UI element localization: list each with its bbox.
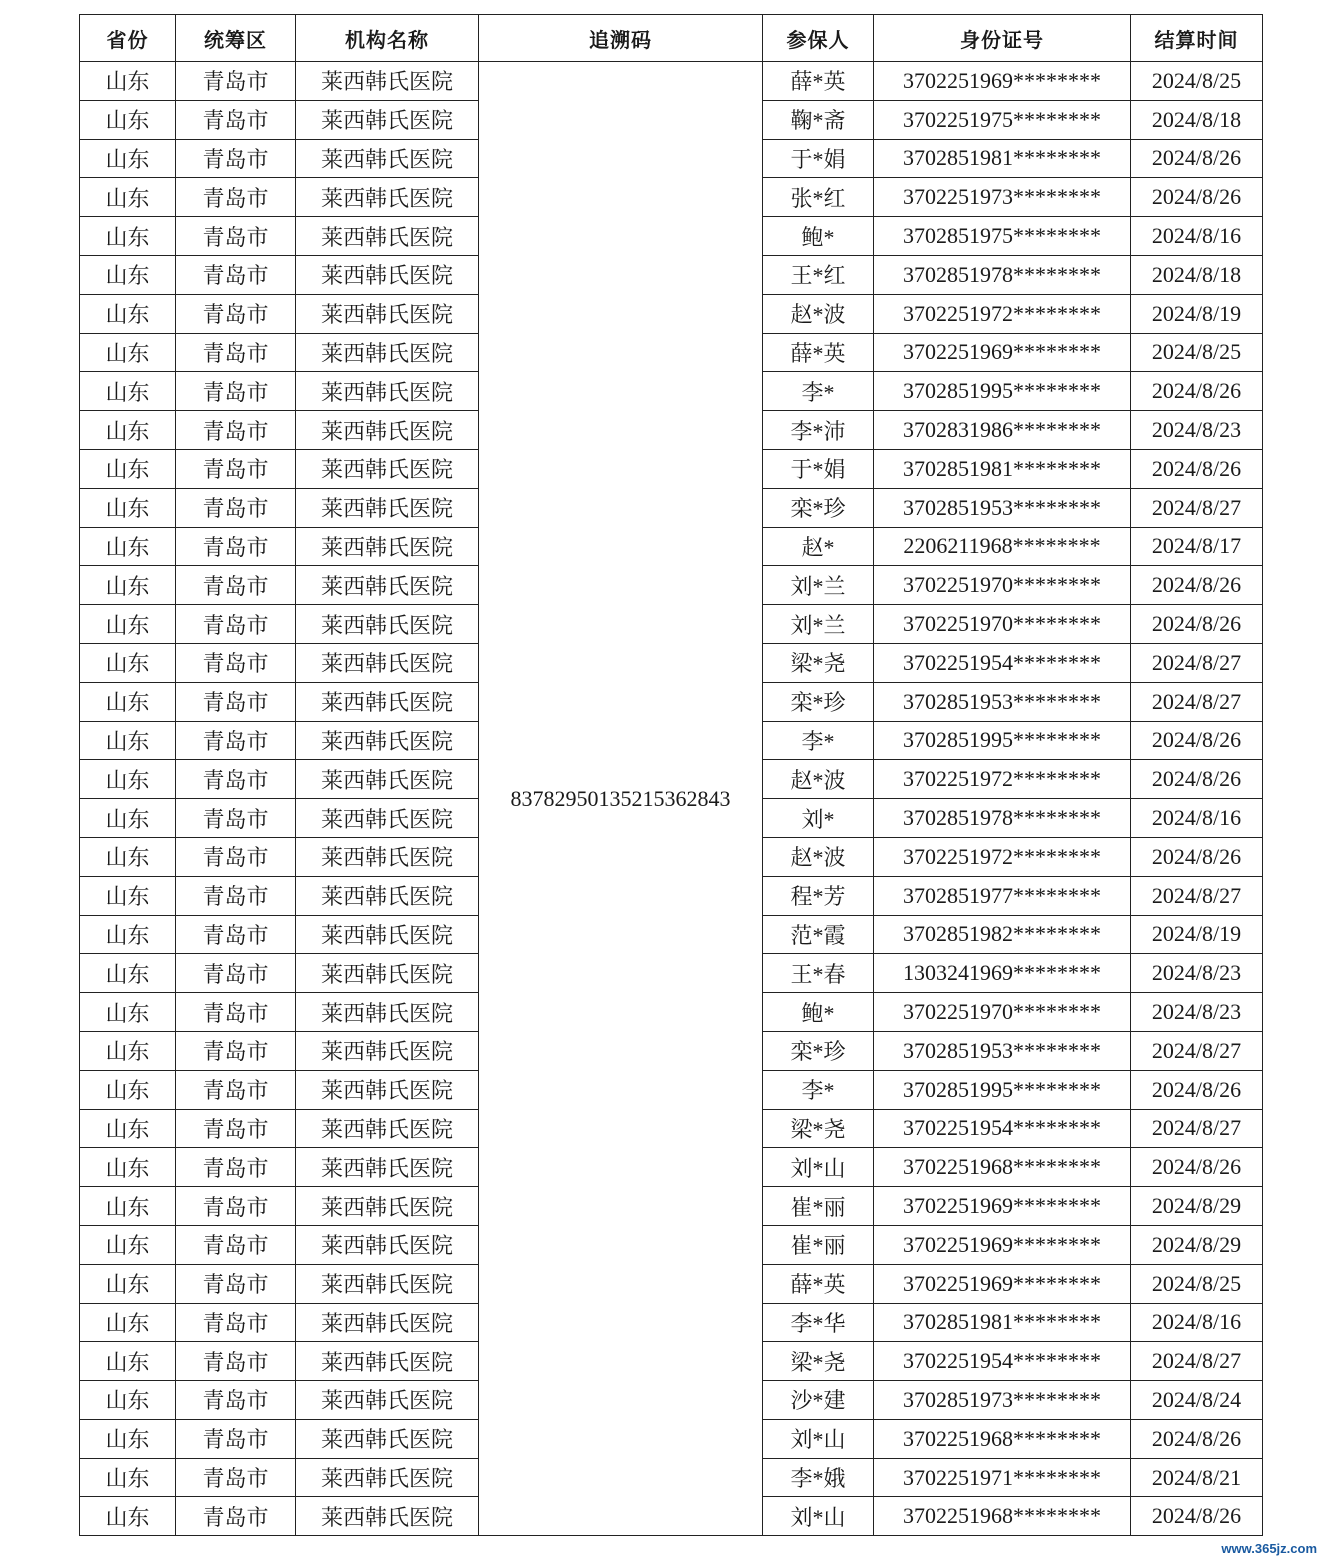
cell-id-number: 3702251971********: [874, 1458, 1131, 1497]
cell-settlement-time: 2024/8/16: [1131, 1303, 1263, 1342]
cell-settlement-time: 2024/8/26: [1131, 1497, 1263, 1536]
cell-province: 山东: [80, 1031, 176, 1070]
cell-institution: 莱西韩氏医院: [296, 1109, 479, 1148]
cell-province: 山东: [80, 1419, 176, 1458]
table-body: [80, 62, 1263, 1536]
cell-province: 山东: [80, 294, 176, 333]
cell-id-number: 3702851973********: [874, 1381, 1131, 1420]
cell-province: 山东: [80, 1225, 176, 1264]
cell-person: 李*娥: [763, 1458, 874, 1497]
cell-area: 青岛市: [176, 255, 296, 294]
cell-person: 梁*尧: [763, 643, 874, 682]
cell-person: 薛*英: [763, 333, 874, 372]
cell-province: 山东: [80, 1303, 176, 1342]
cell-province: 山东: [80, 1070, 176, 1109]
cell-person: 刘*山: [763, 1497, 874, 1536]
cell-area: 青岛市: [176, 62, 296, 101]
cell-province: 山东: [80, 1342, 176, 1381]
cell-area: 青岛市: [176, 411, 296, 450]
header-trace-code: 追溯码: [479, 15, 763, 62]
cell-trace-code: 83782950135215362843: [479, 62, 763, 1536]
cell-province: 山东: [80, 411, 176, 450]
cell-settlement-time: 2024/8/27: [1131, 682, 1263, 721]
cell-institution: 莱西韩氏医院: [296, 372, 479, 411]
cell-settlement-time: 2024/8/27: [1131, 643, 1263, 682]
cell-area: 青岛市: [176, 721, 296, 760]
cell-settlement-time: 2024/8/27: [1131, 1342, 1263, 1381]
cell-institution: 莱西韩氏医院: [296, 333, 479, 372]
cell-id-number: 3702251972********: [874, 837, 1131, 876]
cell-institution: 莱西韩氏医院: [296, 643, 479, 682]
cell-id-number: 3702851995********: [874, 721, 1131, 760]
cell-settlement-time: 2024/8/26: [1131, 139, 1263, 178]
cell-id-number: 3702851982********: [874, 915, 1131, 954]
cell-province: 山东: [80, 605, 176, 644]
cell-settlement-time: 2024/8/18: [1131, 100, 1263, 139]
cell-id-number: 3702251968********: [874, 1497, 1131, 1536]
cell-province: 山东: [80, 760, 176, 799]
cell-institution: 莱西韩氏医院: [296, 255, 479, 294]
cell-institution: 莱西韩氏医院: [296, 1264, 479, 1303]
cell-settlement-time: 2024/8/18: [1131, 255, 1263, 294]
cell-institution: 莱西韩氏医院: [296, 294, 479, 333]
cell-id-number: 3702851978********: [874, 255, 1131, 294]
cell-institution: 莱西韩氏医院: [296, 837, 479, 876]
cell-settlement-time: 2024/8/23: [1131, 954, 1263, 993]
cell-settlement-time: 2024/8/26: [1131, 1419, 1263, 1458]
cell-institution: 莱西韩氏医院: [296, 1381, 479, 1420]
cell-id-number: 3702851975********: [874, 217, 1131, 256]
cell-settlement-time: 2024/8/27: [1131, 1109, 1263, 1148]
cell-institution: 莱西韩氏医院: [296, 139, 479, 178]
cell-settlement-time: 2024/8/23: [1131, 993, 1263, 1032]
cell-id-number: 3702851953********: [874, 488, 1131, 527]
cell-settlement-time: 2024/8/27: [1131, 1031, 1263, 1070]
cell-area: 青岛市: [176, 643, 296, 682]
cell-institution: 莱西韩氏医院: [296, 993, 479, 1032]
cell-person: 于*娟: [763, 139, 874, 178]
cell-id-number: 3702851978********: [874, 799, 1131, 838]
cell-institution: 莱西韩氏医院: [296, 100, 479, 139]
cell-area: 青岛市: [176, 1342, 296, 1381]
cell-province: 山东: [80, 643, 176, 682]
cell-area: 青岛市: [176, 294, 296, 333]
watermark: www.365jz.com: [1221, 1541, 1317, 1556]
cell-settlement-time: 2024/8/26: [1131, 566, 1263, 605]
cell-person: 李*: [763, 1070, 874, 1109]
cell-province: 山东: [80, 527, 176, 566]
cell-id-number: 3702251972********: [874, 294, 1131, 333]
cell-settlement-time: 2024/8/27: [1131, 876, 1263, 915]
cell-person: 范*霞: [763, 915, 874, 954]
cell-province: 山东: [80, 954, 176, 993]
cell-area: 青岛市: [176, 682, 296, 721]
cell-province: 山东: [80, 217, 176, 256]
cell-institution: 莱西韩氏医院: [296, 1148, 479, 1187]
cell-person: 赵*波: [763, 294, 874, 333]
cell-institution: 莱西韩氏医院: [296, 1497, 479, 1536]
cell-id-number: 3702851977********: [874, 876, 1131, 915]
cell-institution: 莱西韩氏医院: [296, 217, 479, 256]
cell-area: 青岛市: [176, 760, 296, 799]
cell-settlement-time: 2024/8/25: [1131, 62, 1263, 101]
cell-settlement-time: 2024/8/26: [1131, 721, 1263, 760]
cell-settlement-time: 2024/8/26: [1131, 760, 1263, 799]
cell-area: 青岛市: [176, 1070, 296, 1109]
cell-id-number: 3702851981********: [874, 1303, 1131, 1342]
cell-person: 李*: [763, 721, 874, 760]
cell-province: 山东: [80, 1458, 176, 1497]
cell-area: 青岛市: [176, 1381, 296, 1420]
cell-area: 青岛市: [176, 217, 296, 256]
cell-settlement-time: 2024/8/26: [1131, 372, 1263, 411]
cell-person: 李*沛: [763, 411, 874, 450]
cell-province: 山东: [80, 255, 176, 294]
cell-person: 鲍*: [763, 993, 874, 1032]
cell-province: 山东: [80, 62, 176, 101]
cell-id-number: 3702851953********: [874, 1031, 1131, 1070]
cell-person: 梁*尧: [763, 1342, 874, 1381]
records-table: [79, 14, 1263, 1536]
cell-province: 山东: [80, 876, 176, 915]
cell-person: 鞠*斋: [763, 100, 874, 139]
cell-institution: 莱西韩氏医院: [296, 449, 479, 488]
cell-province: 山东: [80, 993, 176, 1032]
cell-area: 青岛市: [176, 566, 296, 605]
cell-area: 青岛市: [176, 527, 296, 566]
cell-institution: 莱西韩氏医院: [296, 488, 479, 527]
cell-institution: 莱西韩氏医院: [296, 1187, 479, 1226]
cell-area: 青岛市: [176, 799, 296, 838]
cell-person: 薛*英: [763, 1264, 874, 1303]
cell-person: 王*红: [763, 255, 874, 294]
cell-province: 山东: [80, 721, 176, 760]
cell-person: 刘*兰: [763, 566, 874, 605]
cell-institution: 莱西韩氏医院: [296, 1031, 479, 1070]
cell-institution: 莱西韩氏医院: [296, 876, 479, 915]
cell-institution: 莱西韩氏医院: [296, 605, 479, 644]
cell-area: 青岛市: [176, 1225, 296, 1264]
cell-settlement-time: 2024/8/16: [1131, 217, 1263, 256]
header-row: [80, 15, 1263, 62]
cell-province: 山东: [80, 915, 176, 954]
cell-id-number: 3702251969********: [874, 1225, 1131, 1264]
cell-person: 崔*丽: [763, 1187, 874, 1226]
cell-person: 刘*山: [763, 1148, 874, 1187]
cell-area: 青岛市: [176, 449, 296, 488]
cell-province: 山东: [80, 449, 176, 488]
cell-person: 崔*丽: [763, 1225, 874, 1264]
cell-settlement-time: 2024/8/16: [1131, 799, 1263, 838]
cell-province: 山东: [80, 488, 176, 527]
cell-id-number: 3702251969********: [874, 1264, 1131, 1303]
header-area: 统筹区: [176, 15, 296, 62]
cell-id-number: 3702251954********: [874, 1109, 1131, 1148]
cell-settlement-time: 2024/8/26: [1131, 449, 1263, 488]
cell-id-number: 3702851995********: [874, 1070, 1131, 1109]
cell-person: 王*春: [763, 954, 874, 993]
cell-area: 青岛市: [176, 837, 296, 876]
cell-settlement-time: 2024/8/24: [1131, 1381, 1263, 1420]
cell-id-number: 2206211968********: [874, 527, 1131, 566]
cell-person: 刘*: [763, 799, 874, 838]
cell-institution: 莱西韩氏医院: [296, 915, 479, 954]
cell-province: 山东: [80, 1109, 176, 1148]
cell-institution: 莱西韩氏医院: [296, 721, 479, 760]
cell-settlement-time: 2024/8/29: [1131, 1187, 1263, 1226]
cell-settlement-time: 2024/8/26: [1131, 837, 1263, 876]
cell-id-number: 3702251970********: [874, 605, 1131, 644]
header-settlement-time: 结算时间: [1131, 15, 1263, 62]
cell-institution: 莱西韩氏医院: [296, 1070, 479, 1109]
cell-institution: 莱西韩氏医院: [296, 1225, 479, 1264]
cell-institution: 莱西韩氏医院: [296, 1303, 479, 1342]
cell-province: 山东: [80, 1187, 176, 1226]
cell-settlement-time: 2024/8/17: [1131, 527, 1263, 566]
cell-area: 青岛市: [176, 915, 296, 954]
cell-id-number: 3702251970********: [874, 993, 1131, 1032]
cell-person: 赵*波: [763, 837, 874, 876]
cell-institution: 莱西韩氏医院: [296, 62, 479, 101]
cell-person: 赵*波: [763, 760, 874, 799]
cell-person: 栾*珍: [763, 488, 874, 527]
cell-id-number: 3702851981********: [874, 449, 1131, 488]
cell-id-number: 1303241969********: [874, 954, 1131, 993]
cell-province: 山东: [80, 1148, 176, 1187]
cell-person: 李*: [763, 372, 874, 411]
cell-id-number: 3702251954********: [874, 643, 1131, 682]
cell-person: 刘*山: [763, 1419, 874, 1458]
cell-area: 青岛市: [176, 488, 296, 527]
cell-id-number: 3702251975********: [874, 100, 1131, 139]
cell-institution: 莱西韩氏医院: [296, 954, 479, 993]
cell-province: 山东: [80, 1264, 176, 1303]
cell-id-number: 3702851953********: [874, 682, 1131, 721]
cell-id-number: 3702251968********: [874, 1419, 1131, 1458]
cell-id-number: 3702831986********: [874, 411, 1131, 450]
cell-institution: 莱西韩氏医院: [296, 1342, 479, 1381]
cell-id-number: 3702251973********: [874, 178, 1131, 217]
cell-province: 山东: [80, 566, 176, 605]
cell-settlement-time: 2024/8/26: [1131, 1070, 1263, 1109]
cell-id-number: 3702851995********: [874, 372, 1131, 411]
cell-institution: 莱西韩氏医院: [296, 411, 479, 450]
cell-province: 山东: [80, 799, 176, 838]
cell-person: 李*华: [763, 1303, 874, 1342]
cell-area: 青岛市: [176, 954, 296, 993]
cell-settlement-time: 2024/8/21: [1131, 1458, 1263, 1497]
cell-institution: 莱西韩氏医院: [296, 760, 479, 799]
cell-settlement-time: 2024/8/26: [1131, 178, 1263, 217]
cell-province: 山东: [80, 100, 176, 139]
cell-province: 山东: [80, 178, 176, 217]
cell-person: 赵*: [763, 527, 874, 566]
cell-area: 青岛市: [176, 1458, 296, 1497]
cell-province: 山东: [80, 837, 176, 876]
cell-area: 青岛市: [176, 605, 296, 644]
cell-id-number: 3702851981********: [874, 139, 1131, 178]
cell-person: 薛*英: [763, 62, 874, 101]
cell-id-number: 3702251970********: [874, 566, 1131, 605]
cell-province: 山东: [80, 372, 176, 411]
header-person: 参保人: [763, 15, 874, 62]
cell-institution: 莱西韩氏医院: [296, 682, 479, 721]
cell-province: 山东: [80, 333, 176, 372]
cell-institution: 莱西韩氏医院: [296, 1458, 479, 1497]
cell-area: 青岛市: [176, 100, 296, 139]
header-province: 省份: [80, 15, 176, 62]
cell-person: 栾*珍: [763, 682, 874, 721]
cell-settlement-time: 2024/8/27: [1131, 488, 1263, 527]
header-id-number: 身份证号: [874, 15, 1131, 62]
cell-province: 山东: [80, 139, 176, 178]
cell-area: 青岛市: [176, 139, 296, 178]
cell-institution: 莱西韩氏医院: [296, 799, 479, 838]
cell-settlement-time: 2024/8/19: [1131, 915, 1263, 954]
cell-id-number: 3702251972********: [874, 760, 1131, 799]
cell-settlement-time: 2024/8/26: [1131, 1148, 1263, 1187]
cell-id-number: 3702251969********: [874, 1187, 1131, 1226]
cell-province: 山东: [80, 1381, 176, 1420]
cell-area: 青岛市: [176, 1264, 296, 1303]
cell-settlement-time: 2024/8/29: [1131, 1225, 1263, 1264]
cell-area: 青岛市: [176, 178, 296, 217]
cell-person: 梁*尧: [763, 1109, 874, 1148]
table-row: [80, 62, 1263, 101]
cell-institution: 莱西韩氏医院: [296, 1419, 479, 1458]
cell-person: 栾*珍: [763, 1031, 874, 1070]
cell-area: 青岛市: [176, 333, 296, 372]
cell-area: 青岛市: [176, 1031, 296, 1070]
cell-institution: 莱西韩氏医院: [296, 566, 479, 605]
cell-settlement-time: 2024/8/25: [1131, 1264, 1263, 1303]
cell-area: 青岛市: [176, 372, 296, 411]
cell-province: 山东: [80, 682, 176, 721]
cell-id-number: 3702251969********: [874, 62, 1131, 101]
cell-area: 青岛市: [176, 993, 296, 1032]
header-institution: 机构名称: [296, 15, 479, 62]
cell-person: 鲍*: [763, 217, 874, 256]
cell-person: 刘*兰: [763, 605, 874, 644]
cell-settlement-time: 2024/8/26: [1131, 605, 1263, 644]
cell-area: 青岛市: [176, 1109, 296, 1148]
cell-person: 张*红: [763, 178, 874, 217]
cell-id-number: 3702251954********: [874, 1342, 1131, 1381]
cell-institution: 莱西韩氏医院: [296, 527, 479, 566]
cell-area: 青岛市: [176, 1187, 296, 1226]
cell-area: 青岛市: [176, 1303, 296, 1342]
cell-area: 青岛市: [176, 1419, 296, 1458]
cell-person: 于*娟: [763, 449, 874, 488]
cell-area: 青岛市: [176, 876, 296, 915]
cell-settlement-time: 2024/8/23: [1131, 411, 1263, 450]
cell-id-number: 3702251969********: [874, 333, 1131, 372]
cell-area: 青岛市: [176, 1148, 296, 1187]
cell-area: 青岛市: [176, 1497, 296, 1536]
cell-province: 山东: [80, 1497, 176, 1536]
cell-person: 程*芳: [763, 876, 874, 915]
cell-person: 沙*建: [763, 1381, 874, 1420]
cell-id-number: 3702251968********: [874, 1148, 1131, 1187]
cell-settlement-time: 2024/8/25: [1131, 333, 1263, 372]
cell-settlement-time: 2024/8/19: [1131, 294, 1263, 333]
cell-institution: 莱西韩氏医院: [296, 178, 479, 217]
